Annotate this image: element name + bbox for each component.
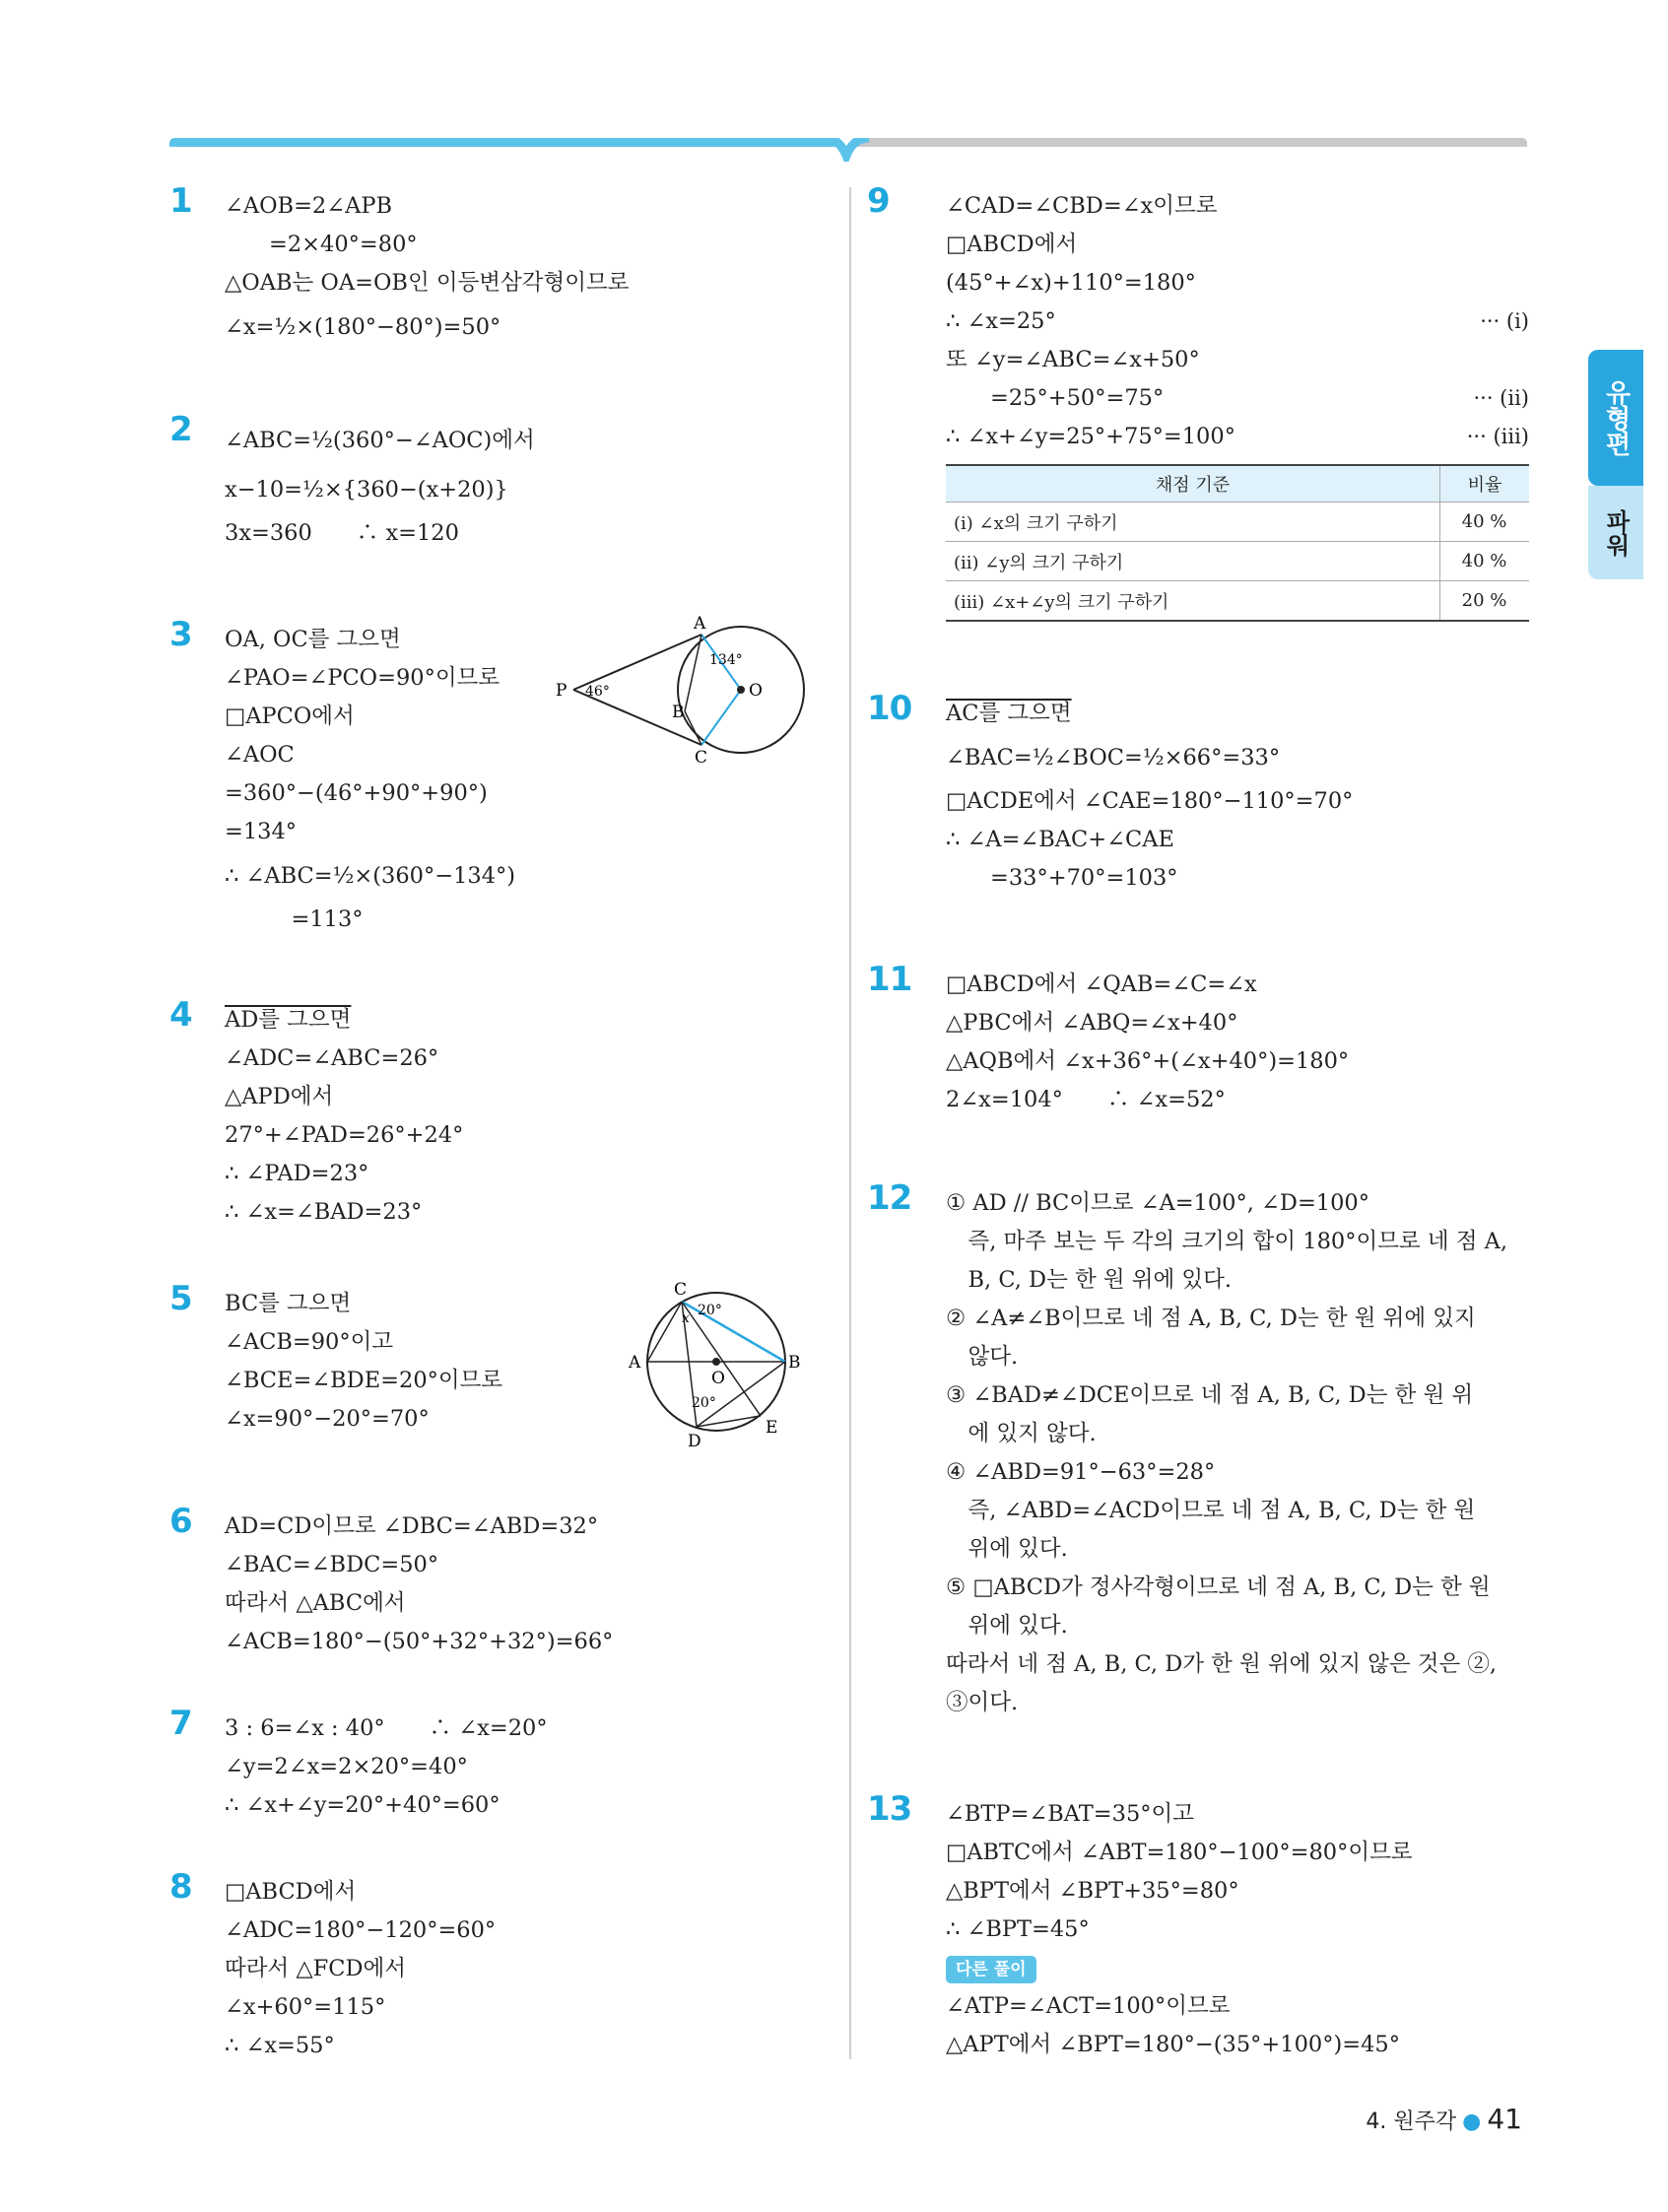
solution-line: △APD에서: [225, 1084, 334, 1109]
problem-number: 9: [867, 181, 890, 221]
solution-line: ② ∠A≠∠B이므로 네 점 A, B, C, D는 한 원 위에 있지: [946, 1306, 1476, 1331]
solution-line: AC를 그으면: [946, 701, 1072, 726]
solution-line: 3 : 6=∠x : 40° ∴ ∠x=20°: [225, 1715, 548, 1741]
problem-number: 5: [169, 1279, 192, 1318]
solution-line: ∠ABC=½(360°−∠AOC)에서: [225, 428, 535, 453]
problem-number: 4: [169, 995, 192, 1035]
solution-line: B, C, D는 한 원 위에 있다.: [946, 1267, 1233, 1293]
table-row: [946, 581, 1529, 622]
problem-number: 11: [867, 960, 912, 999]
page-number: 41: [1487, 2103, 1522, 2135]
solution-line: AD=CD이므로 ∠DBC=∠ABD=32°: [225, 1513, 599, 1539]
header-notch: [824, 138, 869, 162]
solution-line: □ACDE에서 ∠CAE=180°−110°=70°: [946, 788, 1354, 814]
solution-line: OA, OC를 그으면: [225, 627, 401, 652]
problem-number: 13: [867, 1789, 912, 1829]
solution-line: ⑤ □ABCD가 정사각형이므로 네 점 A, B, C, D는 한 원: [946, 1575, 1491, 1600]
table-cell: 40 %: [1440, 503, 1530, 542]
step-tag: ··· (ii): [1473, 386, 1529, 410]
solution-line: =360°−(46°+90°+90°): [225, 780, 488, 806]
label-b: B: [788, 1353, 801, 1373]
angle-label: 20°: [692, 1395, 716, 1411]
solution-line: ∴ ∠x=55°: [225, 2033, 335, 2058]
table-row: [946, 503, 1529, 542]
solution-line: =25°+50°=75°: [946, 385, 1165, 411]
problem-number: 8: [169, 1867, 192, 1907]
problem-number: 12: [867, 1178, 912, 1218]
solution-line: □APCO에서: [225, 704, 355, 729]
step-tag: ··· (iii): [1466, 425, 1529, 448]
table-header: 비율: [1440, 465, 1530, 503]
solution-line: ∠PAO=∠PCO=90°이므로: [225, 665, 500, 691]
angle-label: 134°: [709, 652, 743, 668]
solution-line: ∴ ∠x=25°: [946, 308, 1056, 334]
problem-number: 10: [867, 689, 912, 728]
solution-line: 따라서 △ABC에서: [225, 1590, 406, 1616]
solution-line: ∠BTP=∠BAT=35°이고: [946, 1801, 1195, 1827]
solution-line: ∠x=½×(180°−80°)=50°: [225, 314, 501, 340]
solution-line: ∠CAD=∠CBD=∠x이므로: [946, 193, 1218, 219]
solution-line: ∠x+60°=115°: [225, 1994, 386, 2020]
solution-line: ∠AOC: [225, 742, 295, 768]
solution-line: 즉, 마주 보는 두 각의 크기의 합이 180°이므로 네 점 A,: [946, 1229, 1508, 1254]
alt-solution-badge: 다른 풀이: [946, 1956, 1036, 1983]
page-footer: [1366, 2103, 1522, 2135]
solution-line: ∠AOB=2∠APB: [225, 193, 393, 219]
solution-line: BC를 그으면: [225, 1291, 352, 1316]
table-row: [946, 542, 1529, 581]
solution-line: □ABTC에서 ∠ABT=180°−100°=80°이므로: [946, 1840, 1413, 1865]
solution-line: △OAB는 OA=OB인 이등변삼각형이므로: [225, 270, 630, 296]
problem-number: 6: [169, 1502, 192, 1541]
solution-line: ∠ADC=180°−120°=60°: [225, 1917, 497, 1943]
solution-line: ∠ACB=180°−(50°+32°+32°)=66°: [225, 1629, 614, 1654]
label-d: D: [688, 1432, 701, 1451]
solution-line: □ABCD에서: [946, 232, 1078, 257]
figure-circle-diameter: [623, 1275, 810, 1452]
solution-line: ∠BCE=∠BDE=20°이므로: [225, 1368, 503, 1393]
label-p: P: [556, 681, 567, 701]
problem-number: 1: [169, 181, 192, 221]
solution-line: 않다.: [946, 1344, 1019, 1370]
solution-line: △PBC에서 ∠ABQ=∠x+40°: [946, 1010, 1238, 1036]
label-e: E: [766, 1418, 778, 1438]
table-cell: (iii) ∠x+∠y의 크기 구하기: [946, 581, 1440, 622]
label-a: A: [629, 1353, 641, 1373]
solution-line: 에 있지 않다.: [946, 1421, 1097, 1446]
bullet-icon: ●: [1462, 2110, 1482, 2134]
solution-line: ∴ ∠x+∠y=25°+75°=100°: [946, 424, 1235, 449]
label-c: C: [674, 1280, 688, 1300]
solution-line: =33°+70°=103°: [946, 865, 1178, 891]
solution-line: ① AD // BC이므로 ∠A=100°, ∠D=100°: [946, 1190, 1369, 1216]
scoring-table: [946, 464, 1529, 622]
solution-line: =2×40°=80°: [225, 232, 418, 257]
table-cell: 20 %: [1440, 581, 1530, 622]
solution-line: ∴ ∠PAD=23°: [225, 1161, 369, 1186]
solution-line: ∠x=90°−20°=70°: [225, 1406, 430, 1432]
chapter-title: 4. 원주각: [1366, 2110, 1457, 2134]
solution-line: (45°+∠x)+110°=180°: [946, 270, 1196, 296]
problem-number: 2: [169, 410, 192, 449]
problem-number: 7: [169, 1704, 192, 1743]
solution-line: ③이다.: [946, 1690, 1019, 1715]
solution-line: ∴ ∠A=∠BAC+∠CAE: [946, 827, 1174, 852]
solution-line: ③ ∠BAD≠∠DCE이므로 네 점 A, B, C, D는 한 원 위: [946, 1382, 1474, 1408]
solution-line: ∠BAC=∠BDC=50°: [225, 1552, 439, 1577]
solution-line: ∠ATP=∠ACT=100°이므로: [946, 1993, 1231, 2019]
side-tab-main: 유형편: [1588, 350, 1643, 486]
solution-line: 즉, ∠ABD=∠ACD이므로 네 점 A, B, C, D는 한 원: [946, 1498, 1476, 1523]
solution-line: ∴ ∠x+∠y=20°+40°=60°: [225, 1792, 500, 1818]
solution-line: 또 ∠y=∠ABC=∠x+50°: [946, 347, 1200, 372]
figure-circle-tangents: [554, 613, 810, 771]
solution-line: 따라서 △FCD에서: [225, 1956, 406, 1981]
solution-line: △APT에서 ∠BPT=180°−(35°+100°)=45°: [946, 2032, 1400, 2057]
header-bar-right: [855, 138, 1527, 147]
header-bar-left: [169, 138, 839, 147]
solution-line: 위에 있다.: [946, 1613, 1068, 1639]
solution-line: 3x=360 ∴ x=120: [225, 520, 459, 546]
label-a: A: [694, 614, 706, 634]
solution-line: =113°: [225, 906, 364, 932]
solution-line: 위에 있다.: [946, 1536, 1068, 1562]
problem-number: 3: [169, 615, 192, 654]
solution-line: △AQB에서 ∠x+36°+(∠x+40°)=180°: [946, 1048, 1350, 1074]
solution-line: 2∠x=104° ∴ ∠x=52°: [946, 1087, 1226, 1112]
angle-label: 46°: [585, 684, 610, 700]
table-header: 채점 기준: [946, 465, 1440, 503]
angle-label: x: [682, 1310, 690, 1326]
table-cell: 40 %: [1440, 542, 1530, 581]
solution-line: ∠ACB=90°이고: [225, 1329, 394, 1355]
solution-line: AD를 그으면: [225, 1007, 352, 1033]
step-tag: ··· (i): [1480, 309, 1529, 333]
angle-label: 20°: [698, 1303, 722, 1318]
solution-line: ∴ ∠x=∠BAD=23°: [225, 1199, 423, 1225]
solution-line: ∴ ∠BPT=45°: [946, 1916, 1090, 1942]
label-c: C: [695, 748, 708, 768]
solution-line: □ABCD에서: [225, 1879, 357, 1905]
table-cell: (ii) ∠y의 크기 구하기: [946, 542, 1440, 581]
solution-line: ∴ ∠ABC=½×(360°−134°): [225, 863, 516, 889]
solution-line: 따라서 네 점 A, B, C, D가 한 원 위에 있지 않은 것은 ②,: [946, 1651, 1498, 1677]
solution-line: □ABCD에서 ∠QAB=∠C=∠x: [946, 972, 1257, 997]
solution-line: x−10=½×{360−(x+20)}: [225, 477, 508, 503]
solution-line: 27°+∠PAD=26°+24°: [225, 1122, 464, 1148]
solution-line: =134°: [225, 819, 298, 844]
solution-line: △BPT에서 ∠BPT+35°=80°: [946, 1878, 1239, 1904]
solution-line: ∠y=2∠x=2×20°=40°: [225, 1754, 468, 1779]
label-o: O: [749, 681, 763, 701]
solution-line: ④ ∠ABD=91°−63°=28°: [946, 1459, 1216, 1485]
table-cell: (i) ∠x의 크기 구하기: [946, 503, 1440, 542]
column-divider: [849, 187, 851, 2059]
side-tab: [1588, 350, 1657, 581]
solution-line: ∠BAC=½∠BOC=½×66°=33°: [946, 745, 1281, 771]
side-tab-sub: 파워: [1588, 486, 1643, 579]
label-b: B: [672, 703, 685, 722]
label-o: O: [711, 1369, 725, 1388]
solution-line: ∠ADC=∠ABC=26°: [225, 1045, 439, 1071]
